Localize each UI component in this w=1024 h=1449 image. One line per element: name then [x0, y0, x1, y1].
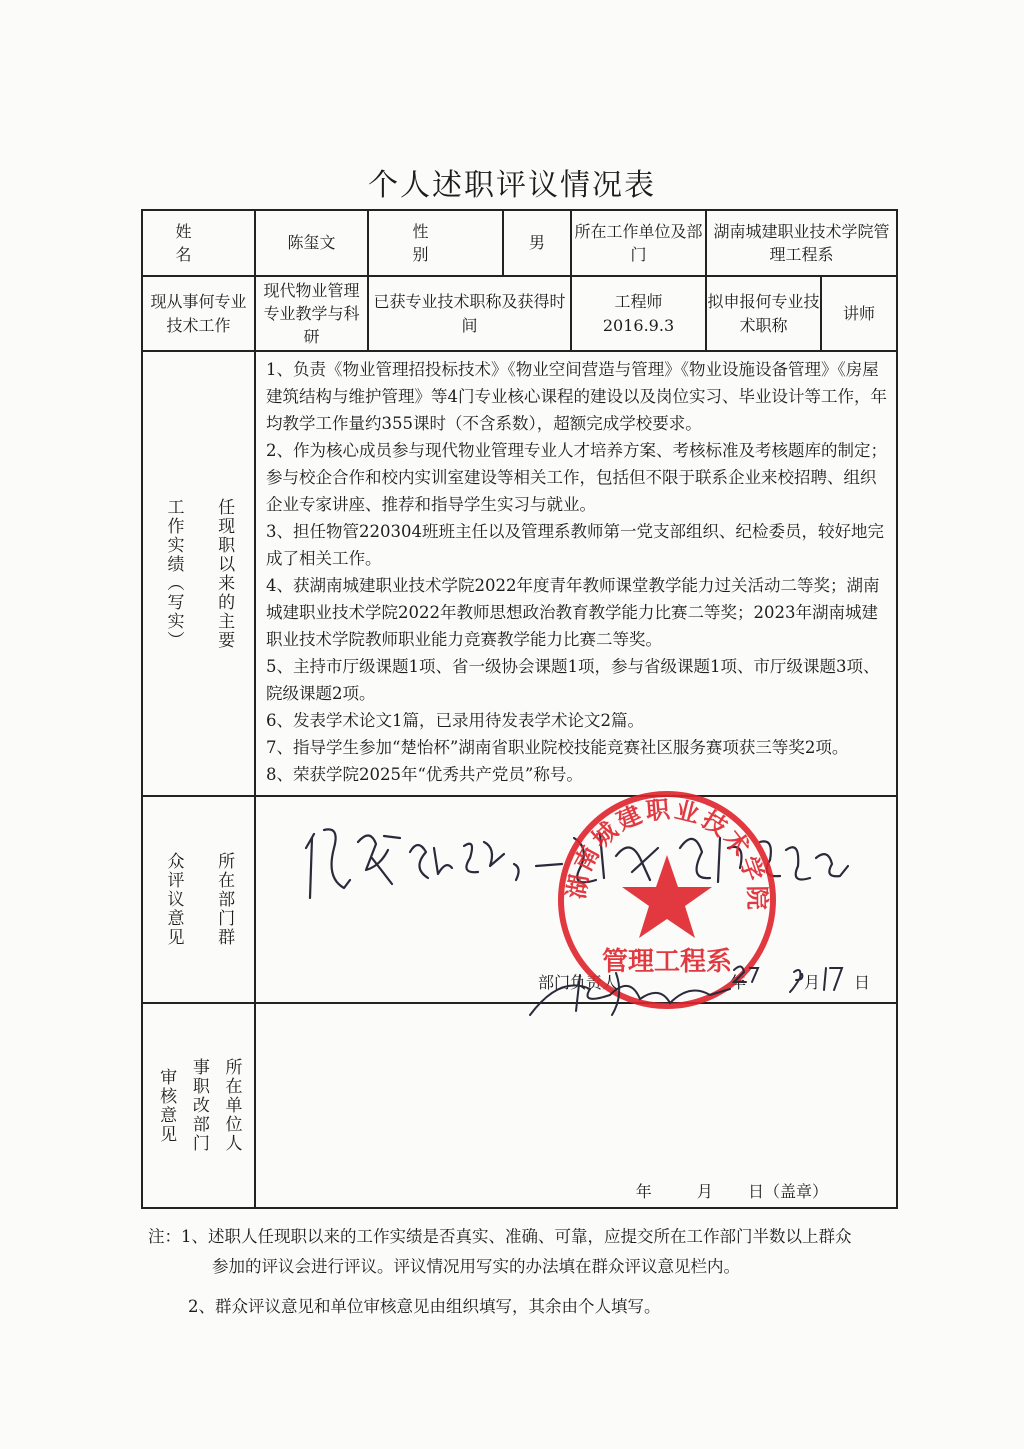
name-label: 姓 名	[142, 210, 255, 276]
achievements-label-left: 工作实绩（写实）	[163, 497, 184, 650]
work-label: 现从事何专业技术工作	[142, 276, 255, 351]
page-title: 个人述职评议情况表	[368, 168, 656, 203]
month-label: 月	[696, 1181, 713, 1201]
unit-review-label-mid: 事职改部门	[188, 1058, 209, 1153]
achievement-item: 8、荣获学院2025年“优秀共产党员”称号。	[266, 765, 583, 784]
work-value: 现代物业管理专业教学与科研	[255, 276, 368, 351]
unit-review-label-left: 审核意见	[156, 1067, 177, 1144]
seal-ring-text: 湖南城建职业技术学院	[562, 795, 772, 913]
row-professional-info	[142, 276, 897, 351]
year-label: 年	[729, 972, 746, 992]
note-1-line-1: 注：1、述职人任现职以来的工作实绩是否真实、准确、可靠，应提交所在工作部门半数以上群众	[148, 1227, 852, 1246]
row-unit-review	[142, 1003, 897, 1208]
public-opinion-label-right: 所在部门群	[214, 852, 235, 947]
title-name: 工程师	[614, 292, 663, 312]
achievement-item: 2、作为核心成员参与现代物业管理专业人才培养方案、考核标准及考核题库的制定；参与校企合作和校内实训室建设等相关工作，包括但不限于联系企业来校招聘、组织企业专家讲座、推荐和指导学生实习与就业。	[266, 441, 887, 514]
public-opinion-label	[142, 796, 255, 1003]
unit-review-label-right: 所在单位人	[221, 1058, 242, 1153]
apply-label: 拟申报何专业技术职称	[706, 276, 821, 351]
public-opinion-content	[255, 796, 897, 1003]
gender-value: 男	[503, 210, 571, 276]
department-signature-line	[538, 971, 870, 994]
title-value	[571, 276, 706, 351]
day-label: 日	[854, 972, 871, 992]
title-label: 已获专业技术职称及获得时间	[368, 276, 571, 351]
day-label: 日（盖章）	[748, 1181, 829, 1201]
unit-review-content	[255, 1003, 897, 1208]
row-basic-info	[142, 210, 897, 276]
notes-section	[148, 1222, 908, 1322]
seal-dept-text: 管理工程系	[601, 947, 733, 977]
achievements-label	[142, 351, 255, 796]
note-1-line-2: 参加的评议会进行评议。评议情况用写实的办法填在群众评议意见栏内。	[212, 1257, 740, 1276]
unit-review-date-line	[616, 1180, 828, 1203]
row-public-opinion	[142, 796, 897, 1003]
month-label: 月	[803, 972, 820, 992]
achievements-content	[255, 351, 897, 796]
achievement-item: 5、主持市厅级课题1项、省一级协会课题1项，参与省级课题1项、市厅级课题3项、院级课题2项。	[266, 657, 880, 703]
evaluation-form-table	[141, 209, 898, 1209]
note-2: 2、群众评议意见和单位审核意见由组织填写，其余由个人填写。	[188, 1297, 661, 1316]
achievement-item: 3、担任物管220304班班主任以及管理系教师第一党支部组织、纪检委员，较好地完成了相关工作。	[266, 522, 884, 568]
gender-label: 性 别	[368, 210, 503, 276]
public-opinion-label-left: 众评议意见	[163, 852, 184, 947]
achievement-item: 7、指导学生参加“楚怡杯”湖南省职业院校技能竞赛社区服务赛项获三等奖2项。	[266, 738, 849, 757]
unit-review-label	[142, 1003, 255, 1208]
achievement-item: 1、负责《物业管理招投标技术》《物业空间营造与管理》《物业设施设备管理》《房屋建筑结构与维护管理》等4门专业核心课程的建设以及岗位实习、毕业设计等工作，年均教学工作量约355课时（不含系数），超额完成学校要求。	[266, 360, 887, 433]
title-date: 2016.9.3	[602, 315, 675, 335]
row-achievements	[142, 351, 897, 796]
achievements-label-right: 任现职以来的主要	[214, 497, 235, 650]
year-label: 年	[635, 1181, 652, 1201]
achievement-item: 4、获湖南城建职业技术学院2022年度青年教师课堂教学能力过关活动二等奖；湖南城建职业技术学院2022年教师思想政治教育教学能力比赛二等奖；2023年湖南城建职业技术学院教师职业能力竞赛教学能力比赛二等奖。	[266, 576, 880, 649]
apply-value: 讲师	[821, 276, 897, 351]
dept-value: 湖南城建职业技术学院管理工程系	[706, 210, 897, 276]
achievement-item: 6、发表学术论文1篇，已录用待发表学术论文2篇。	[266, 711, 644, 730]
dept-label: 所在工作单位及部门	[571, 210, 706, 276]
name-value: 陈玺文	[255, 210, 368, 276]
sign-prefix: 部门负责人	[537, 972, 618, 992]
